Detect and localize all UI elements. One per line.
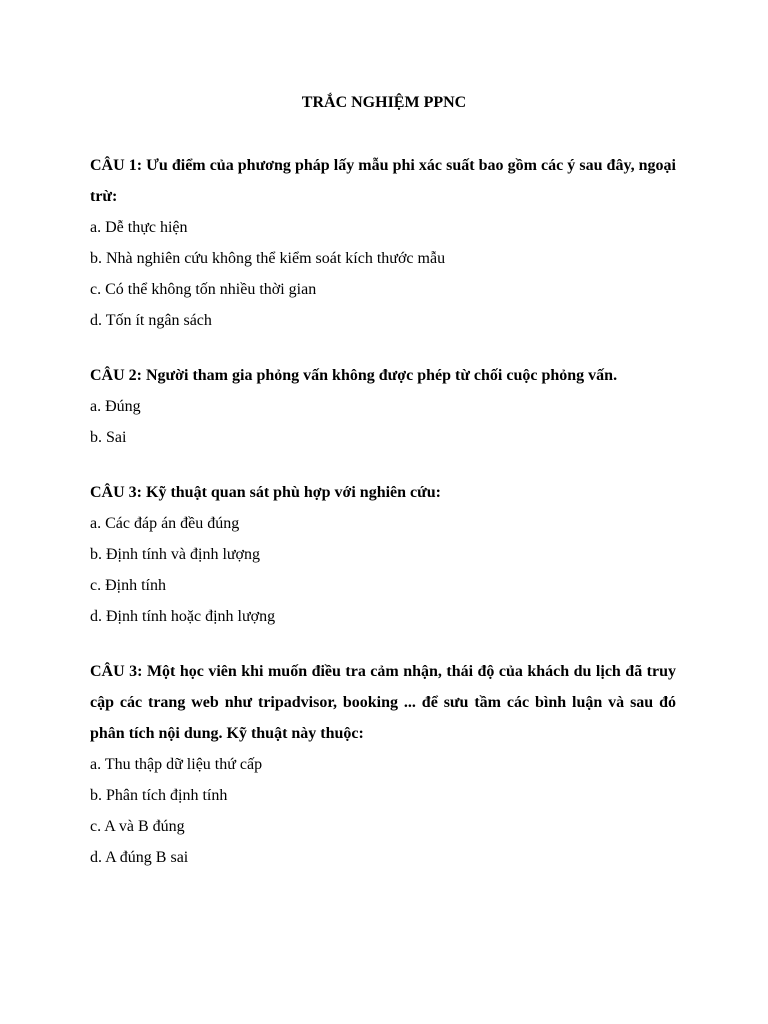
option-a: a. Dễ thực hiện: [90, 219, 188, 236]
question-3: [90, 477, 676, 632]
option-b: b. Sai: [90, 429, 127, 446]
option-a: a. Thu thập dữ liệu thứ cấp: [90, 756, 263, 773]
option-list: [90, 391, 676, 453]
question-2: [90, 360, 676, 453]
option-list: [90, 212, 676, 336]
question-text: CÂU 3: Kỹ thuật quan sát phù hợp với nghiên cứu:: [90, 484, 441, 501]
question-list: [90, 150, 676, 897]
option-b: b. Phân tích định tính: [90, 787, 228, 804]
question-1: [90, 150, 676, 336]
option-a: a. Các đáp án đều đúng: [90, 515, 240, 532]
option-c: c. Định tính: [90, 577, 166, 594]
option-b: b. Định tính và định lượng: [90, 546, 261, 563]
question-text: CÂU 2: Người tham gia phỏng vấn không được phép từ chối cuộc phỏng vấn.: [90, 367, 618, 384]
option-list: [90, 749, 676, 873]
option-list: [90, 508, 676, 632]
question-text: CÂU 3: Một học viên khi muốn điều tra cảm nhận, thái độ của khách du lịch đã truy cập các trang web như tripadvisor, booking ... để sưu tầm các bình luận và sau đó phân tích nội dung. Kỹ thuật này thuộc:: [90, 663, 676, 742]
option-a: a. Đúng: [90, 398, 141, 415]
option-d: d. A đúng B sai: [90, 849, 189, 866]
document-title: TRẮC NGHIỆM PPNC: [301, 94, 467, 111]
option-d: d. Tốn ít ngân sách: [90, 312, 212, 329]
option-c: c. Có thể không tốn nhiều thời gian: [90, 281, 317, 298]
option-b: b. Nhà nghiên cứu không thể kiểm soát kích thước mẫu: [90, 250, 446, 267]
question-text: CÂU 1: Ưu điểm của phương pháp lấy mẫu phi xác suất bao gồm các ý sau đây, ngoại trừ:: [90, 157, 676, 205]
question-4: [90, 656, 676, 873]
option-d: d. Định tính hoặc định lượng: [90, 608, 276, 625]
option-c: c. A và B đúng: [90, 818, 185, 835]
